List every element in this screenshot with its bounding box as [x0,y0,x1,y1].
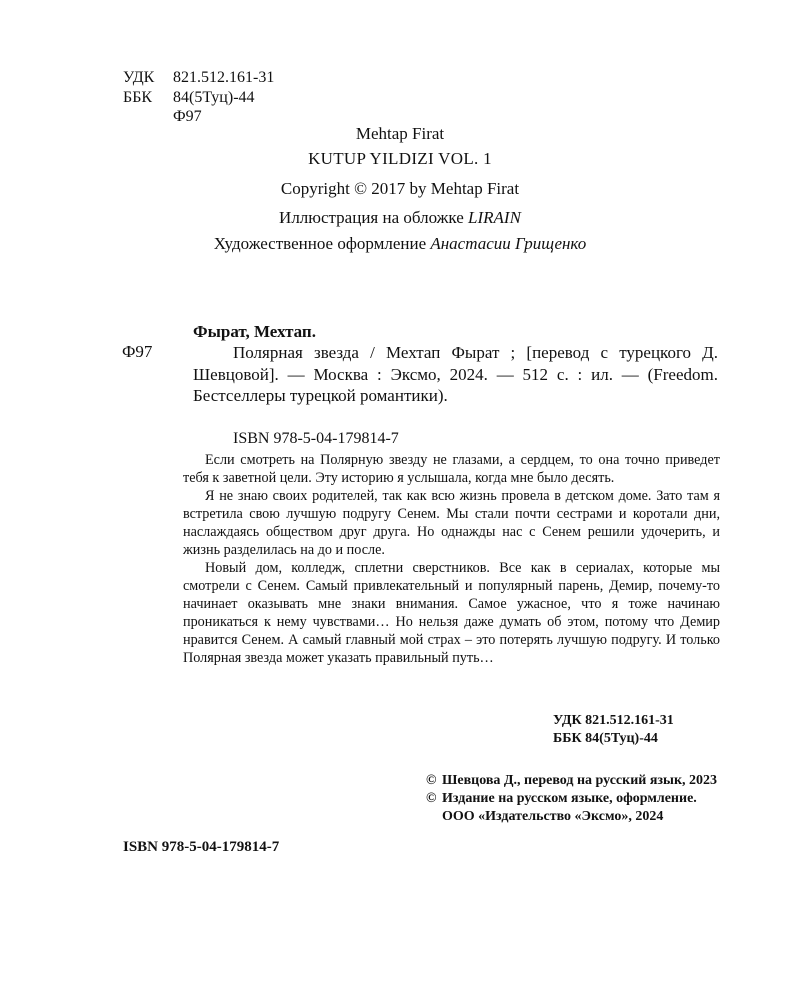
classification-repeat [553,712,674,747]
isbn-footer: ISBN 978-5-04-179814-7 [123,839,280,855]
bbk-value: 84(5Туц)-44 [173,88,255,106]
udk-label: УДК [123,69,155,86]
copyright-notices [426,772,726,826]
copyright-line: Copyright © 2017 by Mehtap Firat [280,179,520,198]
illustration-label: Иллюстрация на обложке [279,208,464,227]
udk-repeat: УДК 821.512.161-31 [553,713,674,728]
original-author: Mehtap Firat [355,124,445,143]
bib-author-mark: Ф97 [122,342,153,361]
illustration-name: LIRAIN [468,208,521,227]
annotation-paragraph: Я не знаю своих родителей, так как всю жизнь провела в детском доме. Зато там я встретила свою лучшую подругу Сенем. Мы стали почти сестрами и коротали дни, наслаждаясь обществом друг друга. Но однажды нас с Сенем решили удочерить, и жизнь разделилась на до и после. [183,488,720,558]
classification-codes [123,68,274,127]
copyright-text: Издание на русском языке, оформление. ООО «Издательство «Эксмо», 2024 [442,791,697,824]
design-credit [0,234,800,254]
copyright-symbol: © [426,773,437,788]
udk-value: 821.512.161-31 [173,69,275,86]
annotation-paragraph: Новый дом, колледж, сплетни сверстников. Все как в сериалах, которые мы смотрели с Сенем. Самый привлекательный и популярный парень, Демир, почему-то начинает оказывать мне знаки внимания. Самое ужасное, что я тоже начинаю проникаться к нему чувствами… Но нельзя даже думать об этом, потому что Демир нравится Сенем. А самый главный мой страх – это потерять лучшую подругу. И только Полярная звезда может указать правильный путь… [183,560,720,666]
bib-author: Фырат, Мехтап. [193,322,316,341]
design-label: Художественное оформление [213,234,427,253]
annotation [183,451,720,667]
bbk-repeat: ББК 84(5Туц)-44 [553,730,658,746]
copyright-notice [426,790,726,826]
bib-description: Полярная звезда / Мехтап Фырат ; [перевод с турецкого Д. Шевцовой]. — Москва : Эксмо, 2024. — 512 с. : ил. — (Freedom. Бестселлеры турецкой романтики). [193,343,718,405]
author-mark-top: Ф97 [173,108,202,125]
illustration-credit [0,208,800,228]
bib-isbn: ISBN 978-5-04-179814-7 [233,430,399,447]
original-title: KUTUP YILDIZI VOL. 1 [308,149,492,168]
bbk-label: ББК [123,88,153,106]
annotation-paragraph: Если смотреть на Полярную звезду не глазами, а сердцем, то она точно приведет тебя к заветной цели. Эту историю я услышала, когда мне было десять. [183,452,720,486]
copyright-text: Шевцова Д., перевод на русский язык, 2023 [442,773,718,788]
design-name: Анастасии Грищенко [430,234,587,253]
udk-row [123,68,274,88]
copyright-notice [426,772,726,790]
bbk-row [123,88,274,108]
copyright-symbol: © [426,791,437,806]
